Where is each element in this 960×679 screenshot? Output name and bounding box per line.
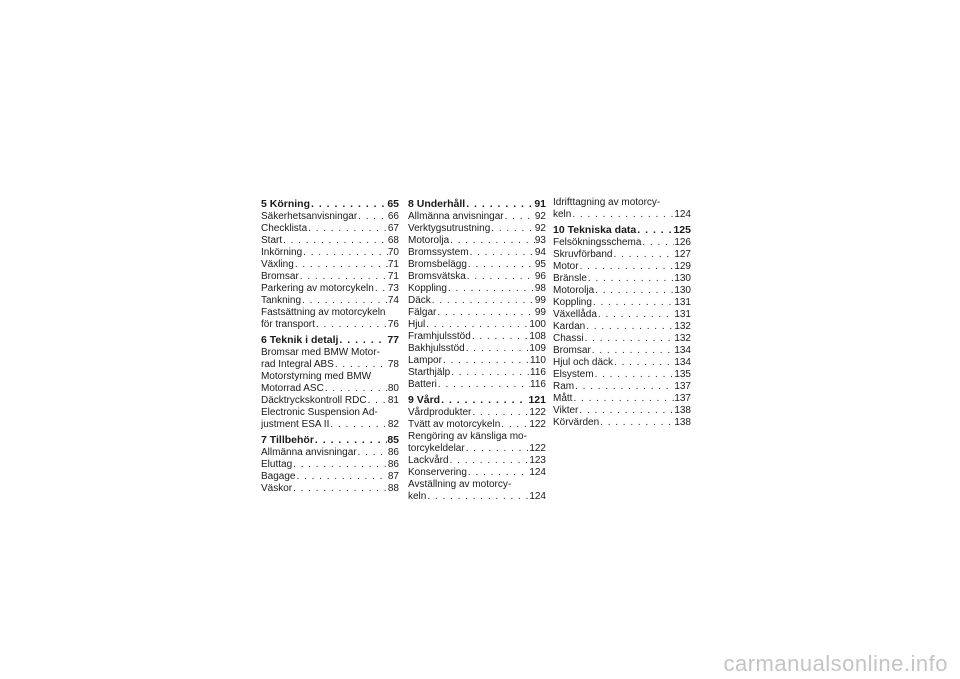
entry-title: Inkörning bbox=[261, 247, 303, 258]
page-number: 99 bbox=[534, 295, 546, 306]
page-number: 116 bbox=[530, 367, 546, 378]
toc-entry bbox=[553, 209, 691, 221]
dot-leader bbox=[426, 491, 529, 503]
page-number: 122 bbox=[529, 443, 546, 454]
dot-leader bbox=[367, 395, 388, 407]
page-number: 137 bbox=[674, 381, 691, 392]
entry-title: Väskor bbox=[261, 483, 293, 494]
page-number: 87 bbox=[387, 471, 399, 482]
entry-title: Batteri bbox=[408, 379, 437, 390]
entry-title: Ram bbox=[553, 381, 575, 392]
page-number: 131 bbox=[674, 309, 691, 320]
page-number: 126 bbox=[674, 237, 691, 248]
toc-entry bbox=[408, 407, 546, 419]
entry-title: Fälgar bbox=[408, 307, 437, 318]
toc-entry bbox=[261, 483, 399, 495]
dot-leader bbox=[450, 367, 530, 379]
entry-title: Allmänna anvisningar bbox=[261, 447, 357, 458]
page-number: 122 bbox=[529, 407, 546, 418]
toc-entry bbox=[261, 459, 399, 471]
page-number: 91 bbox=[534, 198, 546, 210]
entry-title: Allmänna anvisningar bbox=[408, 211, 504, 222]
entry-title: Tankning bbox=[261, 295, 302, 306]
page-number: 129 bbox=[674, 261, 691, 272]
toc-entry-title-part: Rengöring av känsliga mo- bbox=[408, 431, 527, 442]
chapter-title: 8 Underhåll bbox=[408, 198, 466, 210]
toc-chapter-heading bbox=[261, 433, 399, 447]
page-number: 68 bbox=[387, 235, 399, 246]
entry-title: Skruvförband bbox=[553, 249, 613, 260]
toc-entry bbox=[408, 491, 546, 503]
dot-leader bbox=[449, 455, 530, 467]
page-number: 121 bbox=[528, 394, 546, 406]
dot-leader bbox=[324, 383, 388, 395]
entry-title: Lackvård bbox=[408, 455, 449, 466]
toc-entry bbox=[261, 395, 399, 407]
toc-entry bbox=[261, 419, 399, 431]
page-number: 138 bbox=[674, 417, 691, 428]
page-number: 122 bbox=[529, 419, 546, 430]
entry-title: Bromssystem bbox=[408, 247, 469, 258]
entry-title: Eluttag bbox=[261, 459, 293, 470]
toc-entry bbox=[408, 247, 546, 259]
toc-entry-title-part: Bromsar med BMW Motor- bbox=[261, 347, 380, 358]
entry-title: Parkering av motorcykeln bbox=[261, 283, 374, 294]
dot-leader bbox=[437, 379, 530, 391]
toc-entry bbox=[553, 273, 691, 285]
page-number: 116 bbox=[530, 379, 546, 390]
dot-leader bbox=[282, 235, 388, 247]
page-number: 67 bbox=[387, 223, 399, 234]
toc-entry-title-part: Avställning av motorcy- bbox=[408, 479, 512, 490]
chapter-title: 9 Vård bbox=[408, 394, 441, 406]
page-number: 94 bbox=[534, 247, 546, 258]
toc-entry bbox=[408, 211, 546, 223]
entry-title: Däck bbox=[408, 295, 431, 306]
entry-title: Mått bbox=[553, 393, 573, 404]
page-number: 109 bbox=[529, 343, 546, 354]
dot-leader bbox=[447, 283, 535, 295]
toc-entry-title-part: Motorstyrning med BMW bbox=[261, 371, 372, 382]
entry-title: Bränsle bbox=[553, 273, 587, 284]
toc-entry bbox=[553, 393, 691, 405]
toc-entry bbox=[261, 319, 399, 331]
entry-title: Felsökningsschema bbox=[553, 237, 642, 248]
dot-leader bbox=[292, 483, 388, 495]
entry-title: Däcktryckskontroll RDC bbox=[261, 395, 367, 406]
dot-leader bbox=[338, 333, 387, 347]
page-number: 78 bbox=[387, 359, 399, 370]
toc-entry bbox=[553, 309, 691, 321]
entry-title: Tvätt av motorcykeln bbox=[408, 419, 501, 430]
dot-leader bbox=[597, 309, 674, 321]
page-number: 137 bbox=[674, 393, 691, 404]
dot-leader bbox=[310, 197, 387, 211]
dot-leader bbox=[467, 259, 535, 271]
toc-entry bbox=[408, 259, 546, 271]
toc-entry bbox=[261, 283, 399, 295]
page-number: 77 bbox=[387, 334, 399, 346]
entry-title: för transport bbox=[261, 319, 315, 330]
toc-entry bbox=[553, 369, 691, 381]
page-number: 123 bbox=[529, 455, 546, 466]
dot-leader bbox=[572, 393, 674, 405]
dot-leader bbox=[425, 319, 529, 331]
entry-title: Växling bbox=[261, 259, 294, 270]
page-number: 92 bbox=[534, 211, 546, 222]
dot-leader bbox=[302, 247, 388, 259]
page-number: 86 bbox=[387, 447, 399, 458]
entry-title: Elsystem bbox=[553, 369, 594, 380]
dot-leader bbox=[329, 419, 388, 431]
page-number: 74 bbox=[387, 295, 399, 306]
entry-title: Motorolja bbox=[408, 235, 450, 246]
chapter-title: 7 Tillbehör bbox=[261, 434, 314, 446]
dot-leader bbox=[592, 297, 674, 309]
page-number: 66 bbox=[387, 211, 399, 222]
page-number: 130 bbox=[674, 273, 691, 284]
dot-leader bbox=[594, 369, 675, 381]
dot-leader bbox=[374, 283, 388, 295]
entry-title: Konservering bbox=[408, 467, 467, 478]
page-number: 134 bbox=[674, 357, 691, 368]
dot-leader bbox=[440, 393, 528, 407]
toc-entry bbox=[408, 343, 546, 355]
toc-entry bbox=[553, 285, 691, 297]
entry-title: Hjul och däck bbox=[553, 357, 614, 368]
toc-entry bbox=[261, 223, 399, 235]
dot-leader bbox=[299, 271, 388, 283]
dot-leader bbox=[591, 345, 675, 357]
toc-entry bbox=[553, 237, 691, 249]
entry-title: Säkerhetsanvisningar bbox=[261, 211, 358, 222]
toc-entry bbox=[553, 345, 691, 357]
toc-entry bbox=[261, 383, 399, 395]
dot-leader bbox=[465, 443, 530, 455]
entry-title: Lampor bbox=[408, 355, 442, 366]
dot-leader bbox=[295, 471, 387, 483]
toc-entry bbox=[553, 357, 691, 369]
dot-leader bbox=[469, 247, 535, 259]
entry-title: Motorolja bbox=[553, 285, 595, 296]
chapter-title: 10 Tekniska data bbox=[553, 224, 637, 236]
entry-title: Bromsvätska bbox=[408, 271, 466, 282]
dot-leader bbox=[584, 333, 675, 345]
dot-leader bbox=[294, 259, 388, 271]
dot-leader bbox=[574, 381, 674, 393]
page-number: 93 bbox=[534, 235, 546, 246]
toc-entry bbox=[408, 223, 546, 235]
toc-column-1 bbox=[261, 197, 399, 495]
toc-entry bbox=[553, 417, 691, 429]
dot-leader bbox=[585, 321, 674, 333]
entry-title: Motor bbox=[553, 261, 579, 272]
dot-leader bbox=[301, 295, 388, 307]
toc-entry bbox=[408, 443, 546, 455]
page-number: 96 bbox=[534, 271, 546, 282]
dot-leader bbox=[315, 319, 388, 331]
entry-title: Körvärden bbox=[553, 417, 600, 428]
chapter-title: 6 Teknik i detalj bbox=[261, 334, 339, 346]
dot-leader bbox=[466, 271, 535, 283]
dot-leader bbox=[357, 211, 388, 223]
toc-entry bbox=[408, 331, 546, 343]
toc-entry bbox=[553, 249, 691, 261]
toc-column-2 bbox=[408, 197, 546, 503]
entry-title: justment ESA II bbox=[261, 419, 330, 430]
page-number: 134 bbox=[674, 345, 691, 356]
entry-title: Växellåda bbox=[553, 309, 597, 320]
page-number: 82 bbox=[387, 419, 399, 430]
page-number: 124 bbox=[529, 491, 546, 502]
dot-leader bbox=[587, 273, 674, 285]
dot-leader bbox=[307, 223, 388, 235]
entry-title: Chassi bbox=[553, 333, 584, 344]
dot-leader bbox=[292, 459, 388, 471]
page-number: 130 bbox=[674, 285, 691, 296]
page-number: 125 bbox=[673, 224, 691, 236]
dot-leader bbox=[465, 197, 534, 211]
dot-leader bbox=[636, 223, 673, 237]
dot-leader bbox=[490, 223, 535, 235]
page-number: 80 bbox=[387, 383, 399, 394]
entry-title: torcykeldelar bbox=[408, 443, 465, 454]
page-number: 124 bbox=[674, 209, 691, 220]
page-number: 132 bbox=[674, 321, 691, 332]
page-number: 81 bbox=[387, 395, 399, 406]
page-number: 88 bbox=[387, 483, 399, 494]
entry-title: Kardan bbox=[553, 321, 586, 332]
page-number: 95 bbox=[534, 259, 546, 270]
toc-entry-title-part: Idrifttagning av motorcy- bbox=[553, 197, 661, 208]
entry-title: Starthjälp bbox=[408, 367, 451, 378]
toc-entry bbox=[261, 295, 399, 307]
toc-entry bbox=[261, 235, 399, 247]
toc-entry bbox=[408, 467, 546, 479]
page-number: 131 bbox=[674, 297, 691, 308]
toc-chapter-heading bbox=[261, 333, 399, 347]
page-number: 110 bbox=[530, 355, 546, 366]
toc-chapter-heading bbox=[553, 223, 691, 237]
page-number: 124 bbox=[529, 467, 546, 478]
entry-title: Vikter bbox=[553, 405, 579, 416]
toc-column-3 bbox=[553, 197, 691, 429]
toc-entry bbox=[408, 283, 546, 295]
dot-leader bbox=[471, 407, 529, 419]
dot-leader bbox=[504, 211, 535, 223]
toc-entry bbox=[408, 367, 546, 379]
dot-leader bbox=[314, 433, 387, 447]
toc-entry bbox=[553, 333, 691, 345]
entry-title: Hjul bbox=[408, 319, 426, 330]
toc-entry-title-part: Electronic Suspension Ad- bbox=[261, 407, 378, 418]
page-number: 127 bbox=[674, 249, 691, 260]
toc-entry bbox=[553, 381, 691, 393]
entry-title: Framhjulsstöd bbox=[408, 331, 471, 342]
toc-entry bbox=[408, 235, 546, 247]
entry-title: Bromsar bbox=[553, 345, 591, 356]
page-number: 76 bbox=[387, 319, 399, 330]
page-number: 99 bbox=[534, 307, 546, 318]
dot-leader bbox=[571, 209, 674, 221]
dot-leader bbox=[436, 307, 535, 319]
dot-leader bbox=[612, 249, 674, 261]
toc-entry bbox=[408, 307, 546, 319]
dot-leader bbox=[431, 295, 535, 307]
entry-title: Bakhjulsstöd bbox=[408, 343, 465, 354]
dot-leader bbox=[449, 235, 535, 247]
toc-entry bbox=[261, 447, 399, 459]
dot-leader bbox=[471, 331, 530, 343]
page-number: 86 bbox=[387, 459, 399, 470]
entry-title: Checklista bbox=[261, 223, 308, 234]
page-number: 108 bbox=[529, 331, 546, 342]
entry-title: Koppling bbox=[408, 283, 447, 294]
entry-title: Bagage bbox=[261, 471, 296, 482]
toc-entry bbox=[408, 271, 546, 283]
dot-leader bbox=[579, 261, 675, 273]
entry-title: rad Integral ABS bbox=[261, 359, 334, 370]
dot-leader bbox=[465, 343, 530, 355]
dot-leader bbox=[578, 405, 674, 417]
entry-title: Bromsbelägg bbox=[408, 259, 467, 270]
dot-leader bbox=[599, 417, 674, 429]
entry-title: keln bbox=[553, 209, 572, 220]
entry-title: Verktygsutrustning bbox=[408, 223, 491, 234]
page-number: 70 bbox=[387, 247, 399, 258]
dot-leader bbox=[334, 359, 388, 371]
toc-entry bbox=[261, 471, 399, 483]
toc-entry bbox=[261, 211, 399, 223]
page-number: 71 bbox=[387, 259, 399, 270]
entry-title: Bromsar bbox=[261, 271, 299, 282]
toc-entry bbox=[408, 295, 546, 307]
dot-leader bbox=[357, 447, 388, 459]
toc-entry bbox=[553, 321, 691, 333]
toc-entry bbox=[408, 419, 546, 431]
toc-entry-title-part: Fastsättning av motorcykeln bbox=[261, 307, 386, 318]
page-number: 92 bbox=[534, 223, 546, 234]
toc-entry bbox=[261, 359, 399, 371]
toc-entry bbox=[408, 379, 546, 391]
page-number: 132 bbox=[674, 333, 691, 344]
toc-entry bbox=[261, 259, 399, 271]
entry-title: Motorrad ASC bbox=[261, 383, 324, 394]
dot-leader bbox=[500, 419, 529, 431]
page-number: 98 bbox=[534, 283, 546, 294]
toc-entry bbox=[408, 355, 546, 367]
page-number: 85 bbox=[387, 434, 399, 446]
toc-entry bbox=[261, 247, 399, 259]
toc-entry bbox=[553, 261, 691, 273]
dot-leader bbox=[594, 285, 674, 297]
page-number: 138 bbox=[674, 405, 691, 416]
page-number: 100 bbox=[529, 319, 546, 330]
chapter-title: 5 Körning bbox=[261, 198, 310, 210]
toc-chapter-heading bbox=[408, 393, 546, 407]
entry-title: Start bbox=[261, 235, 283, 246]
dot-leader bbox=[613, 357, 674, 369]
page-number: 135 bbox=[674, 369, 691, 380]
toc-chapter-heading bbox=[408, 197, 546, 211]
dot-leader bbox=[467, 467, 529, 479]
toc-entry bbox=[408, 319, 546, 331]
toc-entry bbox=[408, 455, 546, 467]
toc-entry bbox=[553, 405, 691, 417]
toc-chapter-heading bbox=[261, 197, 399, 211]
entry-title: keln bbox=[408, 491, 427, 502]
page-number: 73 bbox=[387, 283, 399, 294]
page-number: 71 bbox=[387, 271, 399, 282]
toc-entry bbox=[261, 271, 399, 283]
dot-leader bbox=[442, 355, 530, 367]
watermark-text: carmanualsonline.info bbox=[723, 651, 948, 676]
page-number: 65 bbox=[387, 198, 399, 210]
dot-leader bbox=[641, 237, 674, 249]
entry-title: Koppling bbox=[553, 297, 592, 308]
entry-title: Vårdprodukter bbox=[408, 407, 472, 418]
toc-entry bbox=[553, 297, 691, 309]
